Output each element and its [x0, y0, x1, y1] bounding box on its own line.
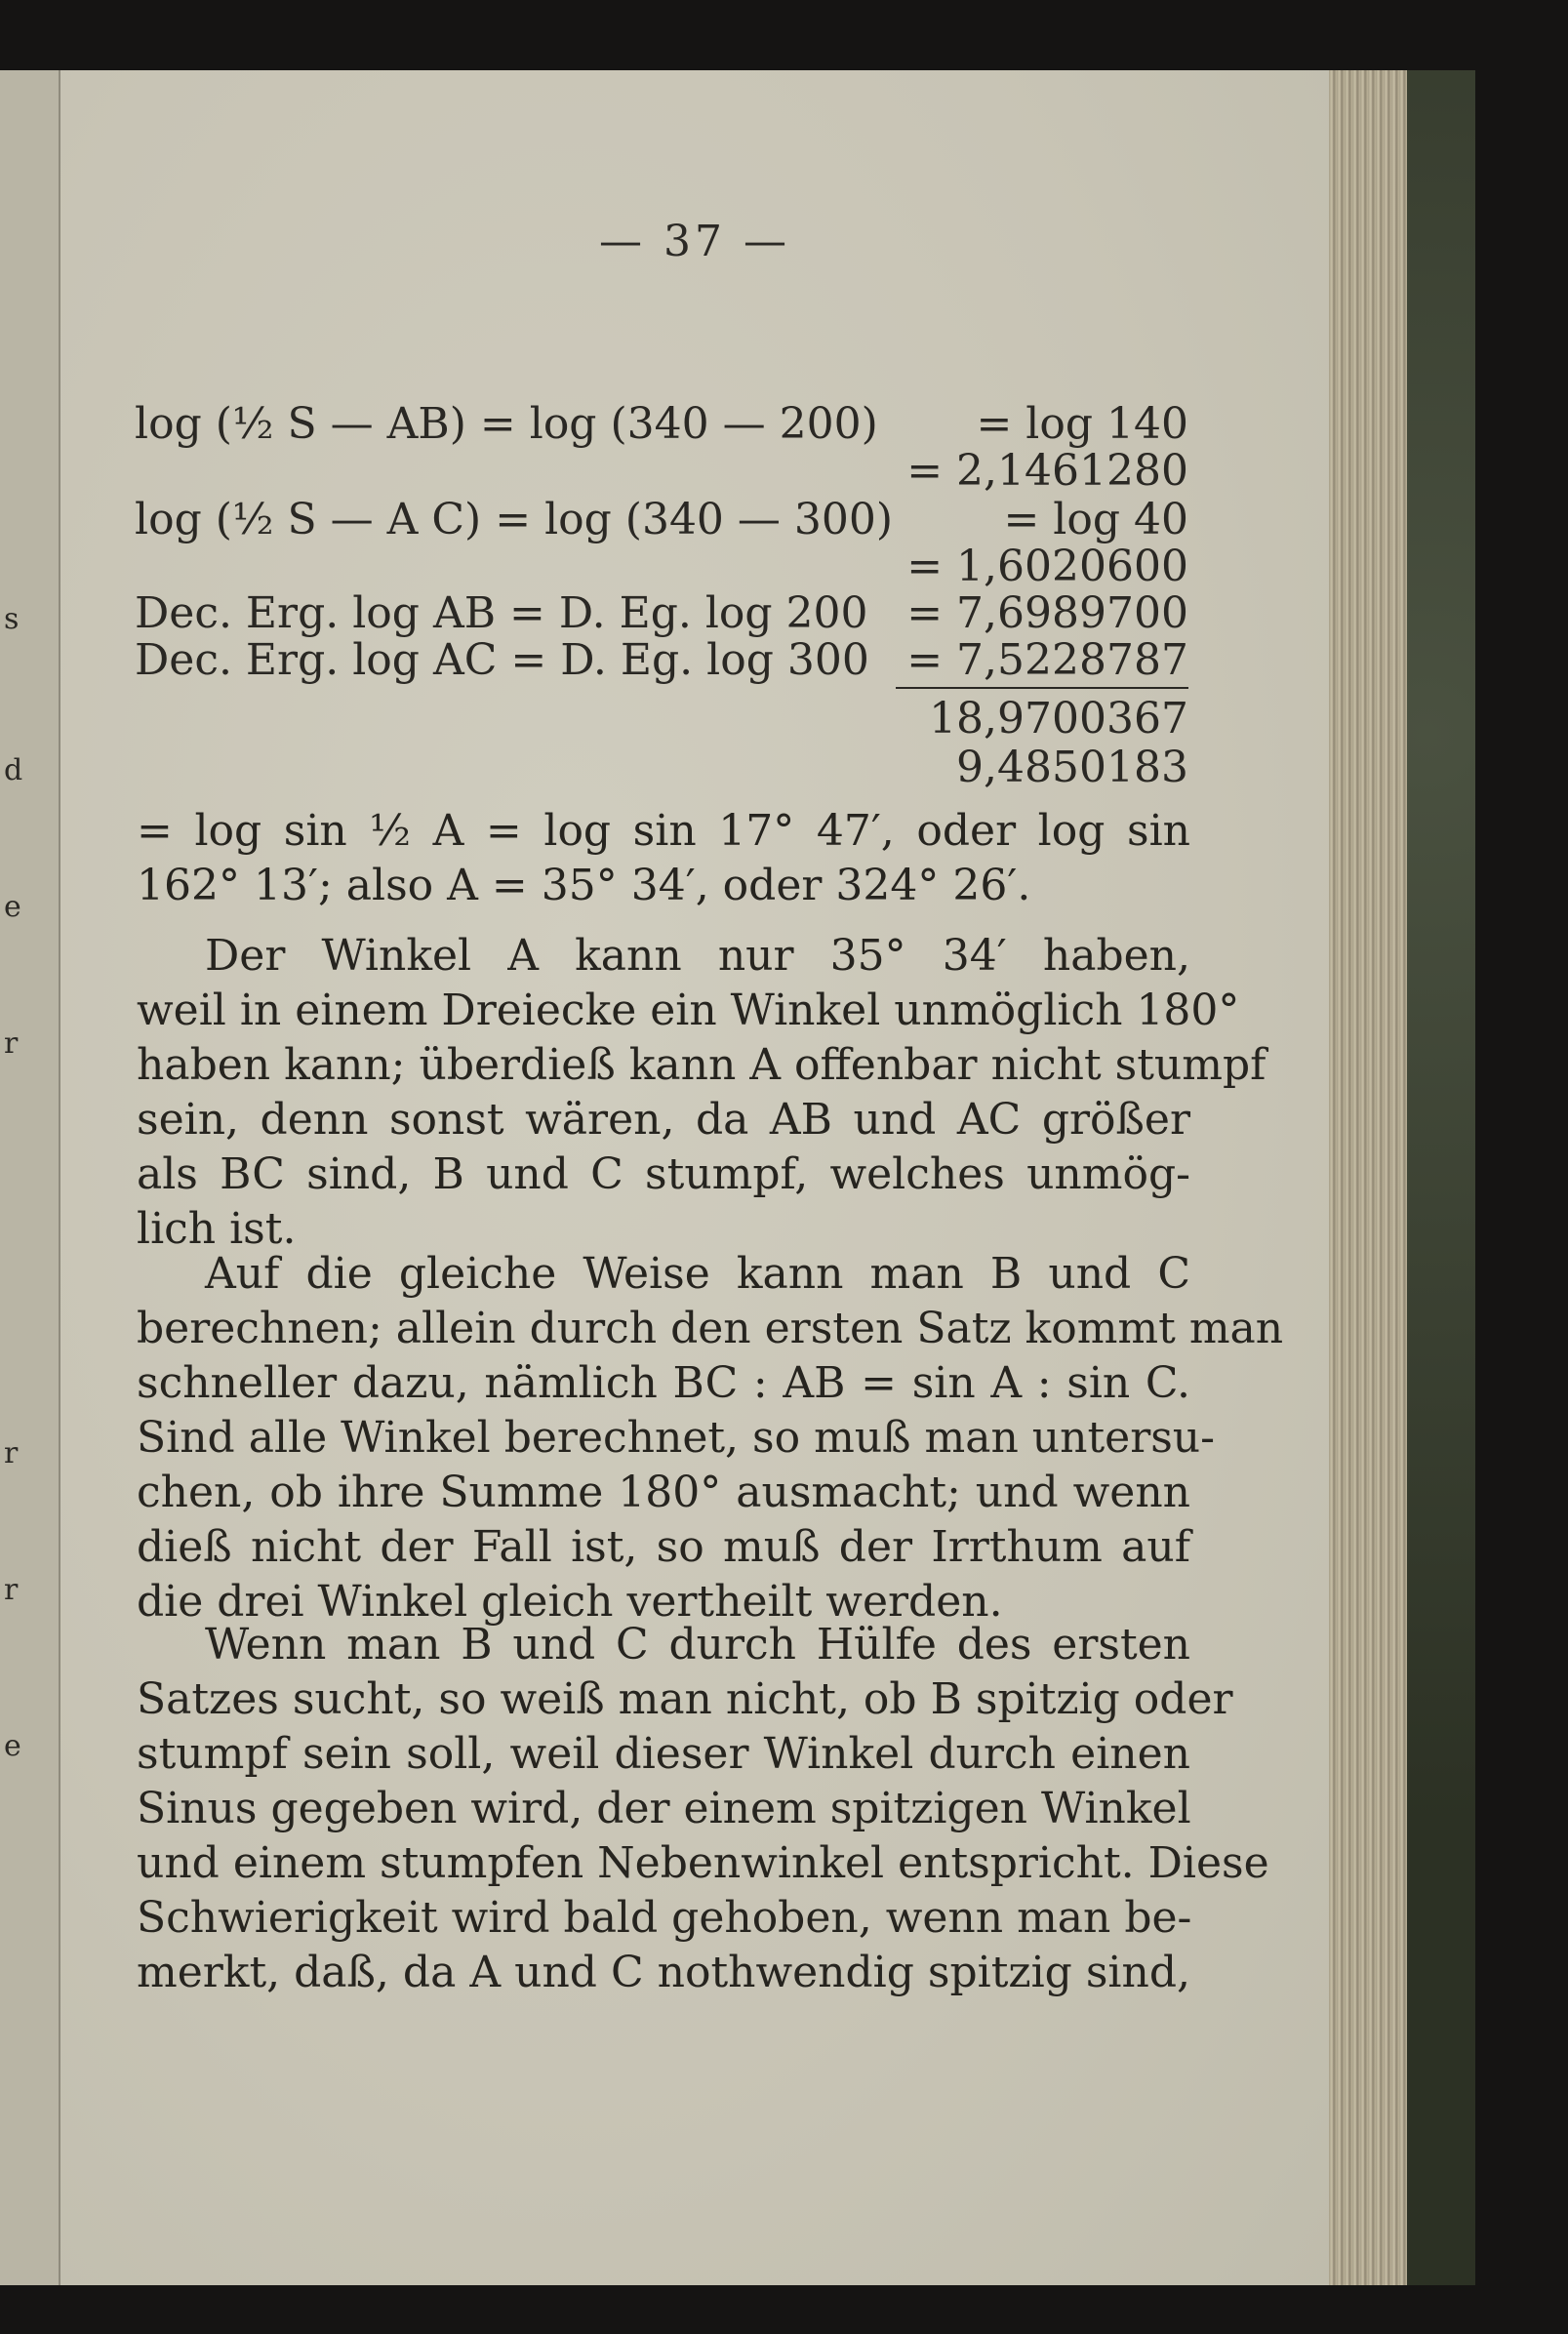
text-line: als BC sind, B und C stumpf, welches unmög- — [137, 1149, 1190, 1199]
text-line: Auf die gleiche Weise kann man B und C — [205, 1249, 1190, 1299]
calc-row — [135, 744, 1188, 792]
left-fragment: r — [4, 1026, 19, 1061]
text-line: chen, ob ihre Summe 180° ausmacht; und wenn — [137, 1468, 1190, 1517]
calc-row — [135, 447, 1188, 496]
calc-right: = log 40 — [1003, 495, 1188, 544]
text-line: Sinus gegeben wird, der einem spitzigen Winkel — [137, 1784, 1191, 1833]
result-lines — [137, 804, 1190, 913]
left-page-text-fragments — [0, 70, 59, 2285]
text-line: weil in einem Dreiecke ein Winkel unmöglich 180° — [137, 986, 1240, 1035]
paragraph-2 — [137, 1247, 1284, 1630]
text-line: und einem stumpfen Nebenwinkel entspricht. Diese — [137, 1838, 1269, 1888]
calc-row — [135, 543, 1188, 591]
text-line: stumpf sein soll, weil dieser Winkel durch einen — [137, 1729, 1190, 1779]
page-block-edge — [1329, 70, 1407, 2285]
left-fragment: s — [4, 602, 20, 636]
calc-row — [135, 695, 1188, 744]
text-line: haben kann; überdieß kann A offenbar nicht stumpf — [137, 1040, 1266, 1090]
text-line: Der Winkel A kann nur 35° 34′ haben, — [205, 931, 1190, 981]
calc-left: log (½ S — AB) = log (340 — 200) — [135, 399, 878, 449]
left-fragment: r — [4, 1573, 19, 1607]
text-line: berechnen; allein durch den ersten Satz kommt man — [137, 1304, 1284, 1353]
calc-row — [135, 589, 1188, 638]
left-fragment: e — [4, 1729, 21, 1763]
page-number: — 37 — — [599, 217, 790, 266]
book-cover — [1407, 70, 1475, 2285]
calc-row — [135, 636, 1188, 685]
text-line: lich ist. — [137, 1204, 297, 1254]
text-line: dieß nicht der Fall ist, so muß der Irrthum auf — [137, 1522, 1190, 1572]
text-line: merkt, daß, da A und C nothwendig spitzig sind, — [137, 1948, 1190, 1997]
calc-right: = 7,6989700 — [906, 588, 1188, 638]
left-fragment: e — [4, 890, 21, 924]
text-line: 162° 13′; also A = 35° 34′, oder 324° 26′. — [137, 861, 1031, 910]
calc-left: log (½ S — A C) = log (340 — 300) — [135, 495, 894, 544]
text-line: Schwierigkeit wird bald gehoben, wenn man be- — [137, 1893, 1192, 1943]
calc-row — [135, 400, 1188, 449]
calc-right: 18,9700367 — [929, 694, 1188, 744]
text-line: sein, denn sonst wären, da AB und AC größer — [137, 1095, 1190, 1145]
text-line: die drei Winkel gleich vertheilt werden. — [137, 1577, 1003, 1627]
calc-row — [135, 496, 1188, 544]
calc-right: = 7,5228787 — [906, 635, 1188, 685]
calc-right: 9,4850183 — [956, 743, 1188, 792]
calc-right: = 1,6020600 — [906, 542, 1188, 591]
left-fragment: d — [4, 753, 23, 787]
text-line: Satzes sucht, so weiß man nicht, ob B spitzig oder — [137, 1674, 1233, 1724]
calc-left: Dec. Erg. log AC = D. Eg. log 300 — [135, 635, 869, 685]
text-line: Wenn man B und C durch Hülfe des ersten — [205, 1620, 1190, 1670]
text-line: Sind alle Winkel berechnet, so muß man untersu- — [137, 1413, 1216, 1463]
left-fragment: r — [4, 1436, 19, 1470]
book-page — [60, 70, 1329, 2285]
sum-rule — [896, 687, 1188, 689]
paragraph-1 — [137, 929, 1266, 1257]
paragraph-3 — [137, 1618, 1269, 2000]
text-line: = log sin ½ A = log sin 17° 47′, oder log sin — [137, 806, 1190, 856]
calc-right: = log 140 — [976, 399, 1188, 449]
text-line: schneller dazu, nämlich BC : AB = sin A : sin C. — [137, 1358, 1190, 1408]
calc-left: Dec. Erg. log AB = D. Eg. log 200 — [135, 588, 868, 638]
calc-right: = 2,1461280 — [906, 446, 1188, 496]
left-page-edge — [0, 70, 60, 2285]
